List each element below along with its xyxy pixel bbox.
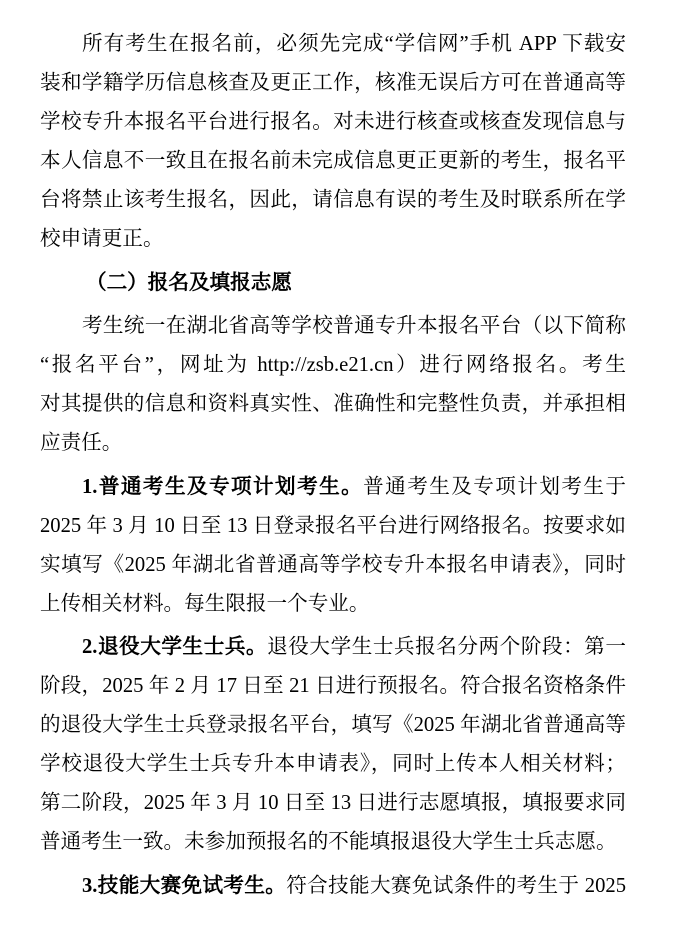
line-text: 本人信息不一致且在报名前未完成信息更正更新的考生，报名平	[40, 150, 626, 172]
line-text: 上传相关材料。每生限报一个专业。	[40, 592, 370, 615]
paragraph	[40, 468, 626, 624]
text-line	[40, 745, 626, 784]
text-line	[40, 546, 626, 585]
text-line	[40, 424, 626, 463]
item-heading: 2.退役大学生士兵。	[82, 636, 268, 658]
paragraph	[40, 264, 626, 303]
item-heading: 1.普通考生及专项计划考生。	[82, 475, 364, 498]
line-text: 的退役大学生士兵登录报名平台，填写《2025 年湖北省普通高等	[40, 714, 626, 736]
item-heading: 3.技能大赛免试考生。	[82, 874, 287, 897]
line-text: 符合技能大赛免试条件的考生于 2025	[286, 874, 626, 897]
line-text: 实填写《2025 年湖北省普通高等学校专升本报名申请表》，同时	[40, 553, 626, 576]
text-line	[40, 468, 626, 507]
paragraph	[40, 25, 626, 259]
text-line	[40, 142, 626, 181]
text-line	[40, 385, 626, 424]
line-text: 退役大学生士兵报名分两个阶段：第一	[267, 636, 627, 658]
text-line	[40, 507, 626, 546]
line-text: 考生统一在湖北省高等学校普通专升本报名平台（以下简称	[82, 315, 626, 337]
section-heading: （二）报名及填报志愿	[86, 271, 292, 294]
line-text: 普通考生及专项计划考生于	[363, 475, 626, 498]
text-line	[40, 667, 626, 706]
line-text: 普通考生一致。未参加预报名的不能填报退役大学生士兵志愿。	[40, 831, 617, 853]
line-text: 阶段，2025 年 2 月 17 日至 21 日进行预报名。符合报名资格条件	[40, 675, 626, 697]
line-text: 第二阶段，2025 年 3 月 10 日至 13 日进行志愿填报，填报要求同	[40, 792, 626, 814]
text-line	[40, 264, 626, 303]
line-text: 校申请更正。	[40, 228, 164, 250]
text-line	[40, 181, 626, 220]
line-text: 台将禁止该考生报名，因此，请信息有误的考生及时联系所在学	[40, 189, 626, 211]
document-body	[40, 25, 626, 906]
paragraph	[40, 867, 626, 906]
line-text: 学校退役大学生士兵专升本申请表》，同时上传本人相关材料；	[40, 753, 626, 775]
text-line	[40, 25, 626, 64]
paragraph	[40, 307, 626, 463]
text-line	[40, 628, 626, 667]
line-text: 学校专升本报名平台进行报名。对未进行核查或核查发现信息与	[40, 111, 626, 133]
text-line	[40, 823, 626, 862]
line-text: 应责任。	[40, 432, 123, 454]
text-line	[40, 346, 626, 385]
text-line	[40, 784, 626, 823]
paragraph	[40, 628, 626, 862]
text-line	[40, 706, 626, 745]
text-line	[40, 220, 626, 259]
text-line	[40, 867, 626, 906]
text-line	[40, 103, 626, 142]
line-text: 2025 年 3 月 10 日至 13 日登录报名平台进行网络报名。按要求如	[40, 514, 626, 537]
line-text: “报名平台”，网址为 http://zsb.e21.cn）进行网络报名。考生	[40, 354, 626, 376]
line-text: 对其提供的信息和资料真实性、准确性和完整性负责，并承担相	[40, 393, 626, 415]
text-line	[40, 64, 626, 103]
text-line	[40, 585, 626, 624]
line-text: 所有考生在报名前，必须先完成“学信网”手机 APP 下载安	[82, 33, 626, 55]
text-line	[40, 307, 626, 346]
line-text: 装和学籍学历信息核查及更正工作，核准无误后方可在普通高等	[40, 72, 626, 94]
